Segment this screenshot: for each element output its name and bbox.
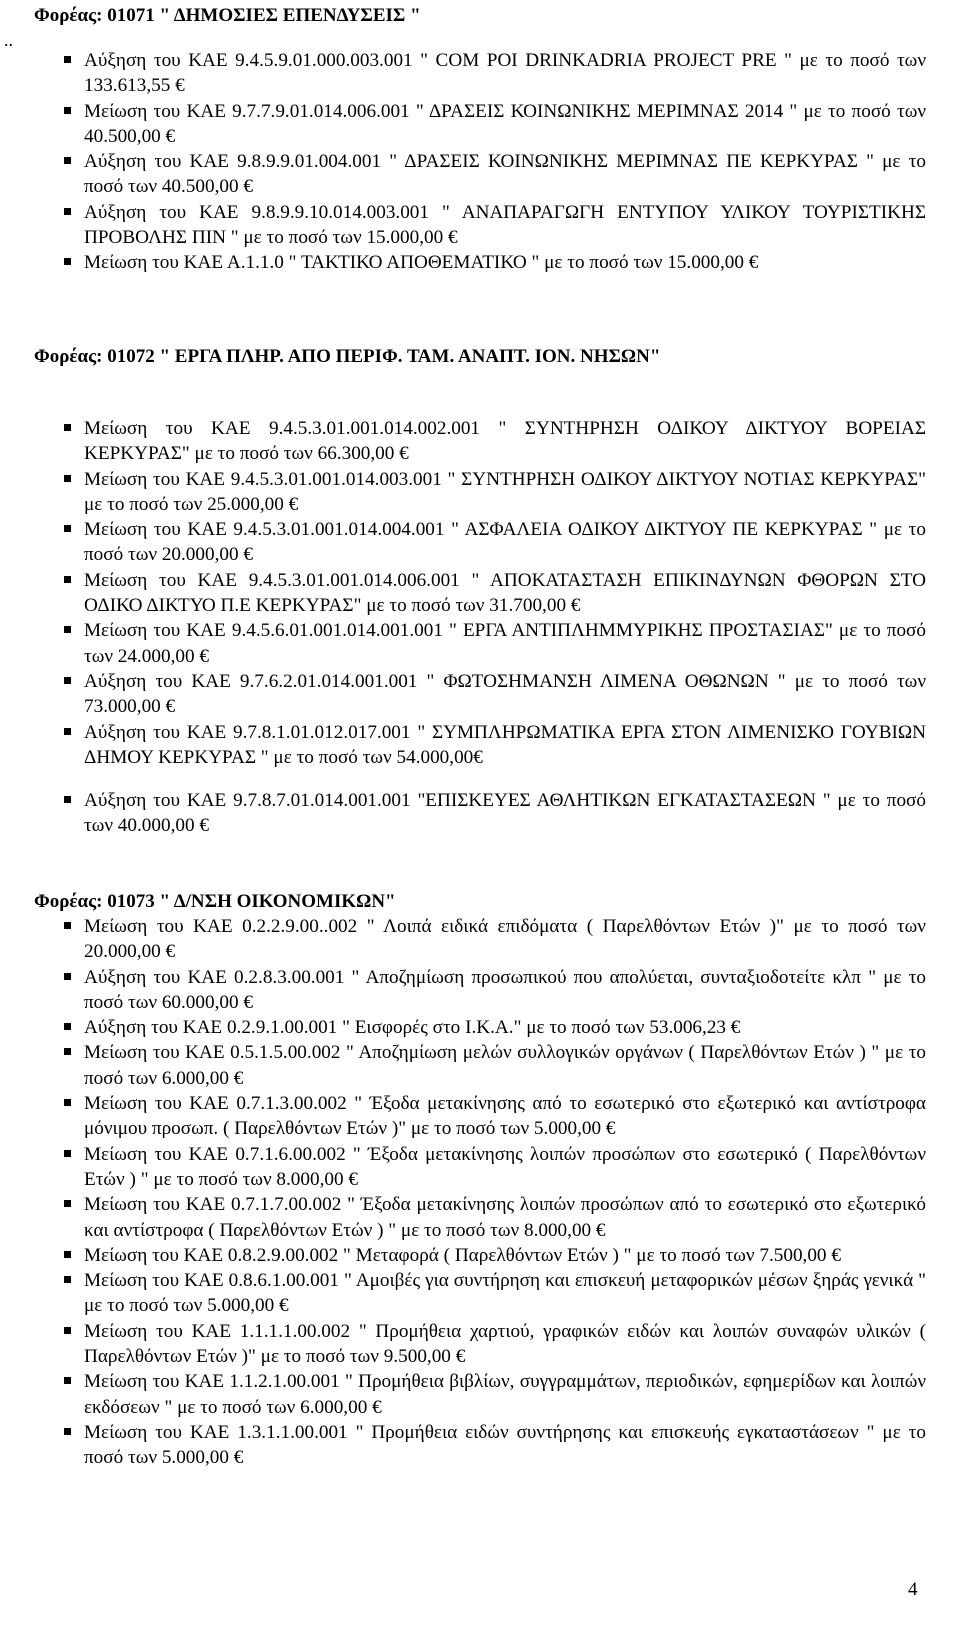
list-item: Μείωση του ΚΑΕ 1.3.1.1.00.001 " Προμήθεια ειδών συντήρησης και επισκευής εγκαταστάσεων " με το ποσό των 5.000,00 € <box>84 1420 926 1471</box>
section-list-01071 <box>84 48 926 276</box>
list-item: Μείωση του ΚΑΕ 9.4.5.3.01.001.014.003.001 " ΣΥΝΤΗΡΗΣΗ ΟΔΙΚΟΥ ΔΙΚΤΥΟΥ ΝΟΤΙΑΣ ΚΕΡΚΥΡΑΣ" με το ποσό των 25.000,00 € <box>84 467 926 518</box>
list-item: Μείωση του ΚΑΕ 9.7.7.9.01.014.006.001 " ΔΡΑΣΕΙΣ ΚΟΙΝΩΝΙΚΗΣ ΜΕΡΙΜΝΑΣ 2014 " με το ποσό των 40.500,00 € <box>84 99 926 150</box>
list-item: Μείωση του ΚΑΕ 1.1.2.1.00.001 " Προμήθεια βιβλίων, συγγραμμάτων, περιοδικών, εφημερίδων και λοιπών εκδόσεων " με το ποσό των 6.000,00 € <box>84 1369 926 1420</box>
list-item: Μείωση του ΚΑΕ 9.4.5.3.01.001.014.004.001 " ΑΣΦΑΛΕΙΑ ΟΔΙΚΟΥ ΔΙΚΤΥΟΥ ΠΕ ΚΕΡΚΥΡΑΣ " με το ποσό των 20.000,00 € <box>84 517 926 568</box>
list-item: Μείωση του ΚΑΕ 0.2.2.9.00..002 " Λοιπά ειδικά επιδόματα ( Παρελθόντων Ετών )" με το ποσό των 20.000,00 € <box>84 914 926 965</box>
list-item: Μείωση του ΚΑΕ 0.7.1.3.00.002 " Έξοδα μετακίνησης από το εσωτερικό στο εξωτερικό και αντίστροφα μόνιμου προσωπ. ( Παρελθόντων Ετών )" με το ποσό των 5.000,00 € <box>84 1091 926 1142</box>
stray-dots: .. <box>4 30 13 50</box>
list-item: Μείωση του ΚΑΕ 0.8.6.1.00.001 " Αμοιβές για συντήρηση και επισκευή μεταφορικών μέσων ξηράς γενικά " με το ποσό των 5.000,00 € <box>84 1268 926 1319</box>
list-item: Αύξηση του ΚΑΕ 9.8.9.9.10.014.003.001 " ΑΝΑΠΑΡΑΓΩΓΗ ΕΝΤΥΠΟΥ ΥΛΙΚΟΥ ΤΟΥΡΙΣΤΙΚΗΣ ΠΡΟΒΟΛΗΣ ΠΙΝ " με το ποσό των 15.000,00 € <box>84 200 926 251</box>
list-item: Αύξηση του ΚΑΕ 9.7.6.2.01.014.001.001 " ΦΩΤΟΣΗΜΑΝΣΗ ΛΙΜΕΝΑ ΟΘΩΝΩΝ " με το ποσό των 73.000,00 € <box>84 669 926 720</box>
list-item: Μείωση του ΚΑΕ Α.1.1.0 " ΤΑΚΤΙΚΟ ΑΠΟΘΕΜΑΤΙΚΟ " με το ποσό των 15.000,00 € <box>84 250 926 275</box>
section-list-01073 <box>84 914 926 1471</box>
page-number: 4 <box>908 1579 918 1600</box>
list-item: Αύξηση του ΚΑΕ 9.7.8.1.01.012.017.001 " ΣΥΜΠΛΗΡΩΜΑΤΙΚΑ ΕΡΓΑ ΣΤΟΝ ΛΙΜΕΝΙΣΚΟ ΓΟΥΒΙΩΝ ΔΗΜΟΥ ΚΕΡΚΥΡΑΣ " με το ποσό των 54.000,00€ <box>84 720 926 771</box>
list-item: Μείωση του ΚΑΕ 0.7.1.6.00.002 " Έξοδα μετακίνησης λοιπών προσώπων στο εσωτερικό ( Παρελθόντων Ετών ) " με το ποσό των 8.000,00 € <box>84 1142 926 1193</box>
section-heading-01072: Φορέας: 01072 " ΕΡΓΑ ΠΛΗΡ. ΑΠΟ ΠΕΡΙΦ. ΤΑΜ. ΑΝΑΠΤ. ΙΟΝ. ΝΗΣΩΝ" <box>34 346 661 367</box>
list-item: Αύξηση του ΚΑΕ 0.2.8.3.00.001 " Αποζημίωση προσωπικού που απολύεται, συνταξιοδοτείτε κλπ " με το ποσό των 60.000,00 € <box>84 965 926 1016</box>
section-list-01072 <box>84 416 926 839</box>
list-item: Αύξηση του ΚΑΕ 9.4.5.9.01.000.003.001 " COM POI DRINKADRIA PROJECT PRE " με το ποσό των 133.613,55 € <box>84 48 926 99</box>
section-heading-01071: Φορέας: 01071 " ΔΗΜΟΣΙΕΣ ΕΠΕΝΔΥΣΕΙΣ " <box>34 5 421 26</box>
list-item: Αύξηση του ΚΑΕ 9.7.8.7.01.014.001.001 "ΕΠΙΣΚΕΥΕΣ ΑΘΛΗΤΙΚΩΝ ΕΓΚΑΤΑΣΤΑΣΕΩΝ " με το ποσό των 40.000,00 € <box>84 788 926 839</box>
list-item: Αύξηση του ΚΑΕ 9.8.9.9.01.004.001 " ΔΡΑΣΕΙΣ ΚΟΙΝΩΝΙΚΗΣ ΜΕΡΙΜΝΑΣ ΠΕ ΚΕΡΚΥΡΑΣ " με το ποσό των 40.500,00 € <box>84 149 926 200</box>
list-item: Μείωση του ΚΑΕ 9.4.5.3.01.001.014.006.001 " ΑΠΟΚΑΤΑΣΤΑΣΗ ΕΠΙΚΙΝΔΥΝΩΝ ΦΘΟΡΩΝ ΣΤΟ ΟΔΙΚΟ ΔΙΚΤΥΟ Π.Ε ΚΕΡΚΥΡΑΣ" με το ποσό των 31.700,00 € <box>84 568 926 619</box>
list-item: Αύξηση του ΚΑΕ 0.2.9.1.00.001 " Εισφορές στο Ι.Κ.Α." με το ποσό των 53.006,23 € <box>84 1015 926 1040</box>
list-item: Μείωση του ΚΑΕ 1.1.1.1.00.002 " Προμήθεια χαρτιού, γραφικών ειδών και λοιπών συναφών υλικών ( Παρελθόντων Ετών )" με το ποσό των 9.500,00 € <box>84 1319 926 1370</box>
list-item: Μείωση του ΚΑΕ 0.5.1.5.00.002 " Αποζημίωση μελών συλλογικών οργάνων ( Παρελθόντων Ετών ) " με το ποσό των 6.000,00 € <box>84 1040 926 1091</box>
section-heading-01073: Φορέας: 01073 " Δ/ΝΣΗ ΟΙΚΟΝΟΜΙΚΩΝ" <box>34 891 396 912</box>
list-item: Μείωση του ΚΑΕ 9.4.5.6.01.001.014.001.001 " ΕΡΓΑ ΑΝΤΙΠΛΗΜΜΥΡΙΚΗΣ ΠΡΟΣΤΑΣΙΑΣ" με το ποσό των 24.000,00 € <box>84 618 926 669</box>
list-item: Μείωση του ΚΑΕ 0.8.2.9.00.002 " Μεταφορά ( Παρελθόντων Ετών ) " με το ποσό των 7.500,00 € <box>84 1243 926 1268</box>
list-item: Μείωση του ΚΑΕ 9.4.5.3.01.001.014.002.001 " ΣΥΝΤΗΡΗΣΗ ΟΔΙΚΟΥ ΔΙΚΤΥΟΥ ΒΟΡΕΙΑΣ ΚΕΡΚΥΡΑΣ" με το ποσό των 66.300,00 € <box>84 416 926 467</box>
list-item: Μείωση του ΚΑΕ 0.7.1.7.00.002 " Έξοδα μετακίνησης λοιπών προσώπων από το εσωτερικό στο εξωτερικό και αντίστροφα ( Παρελθόντων Ετών ) " με το ποσό των 8.000,00 € <box>84 1192 926 1243</box>
